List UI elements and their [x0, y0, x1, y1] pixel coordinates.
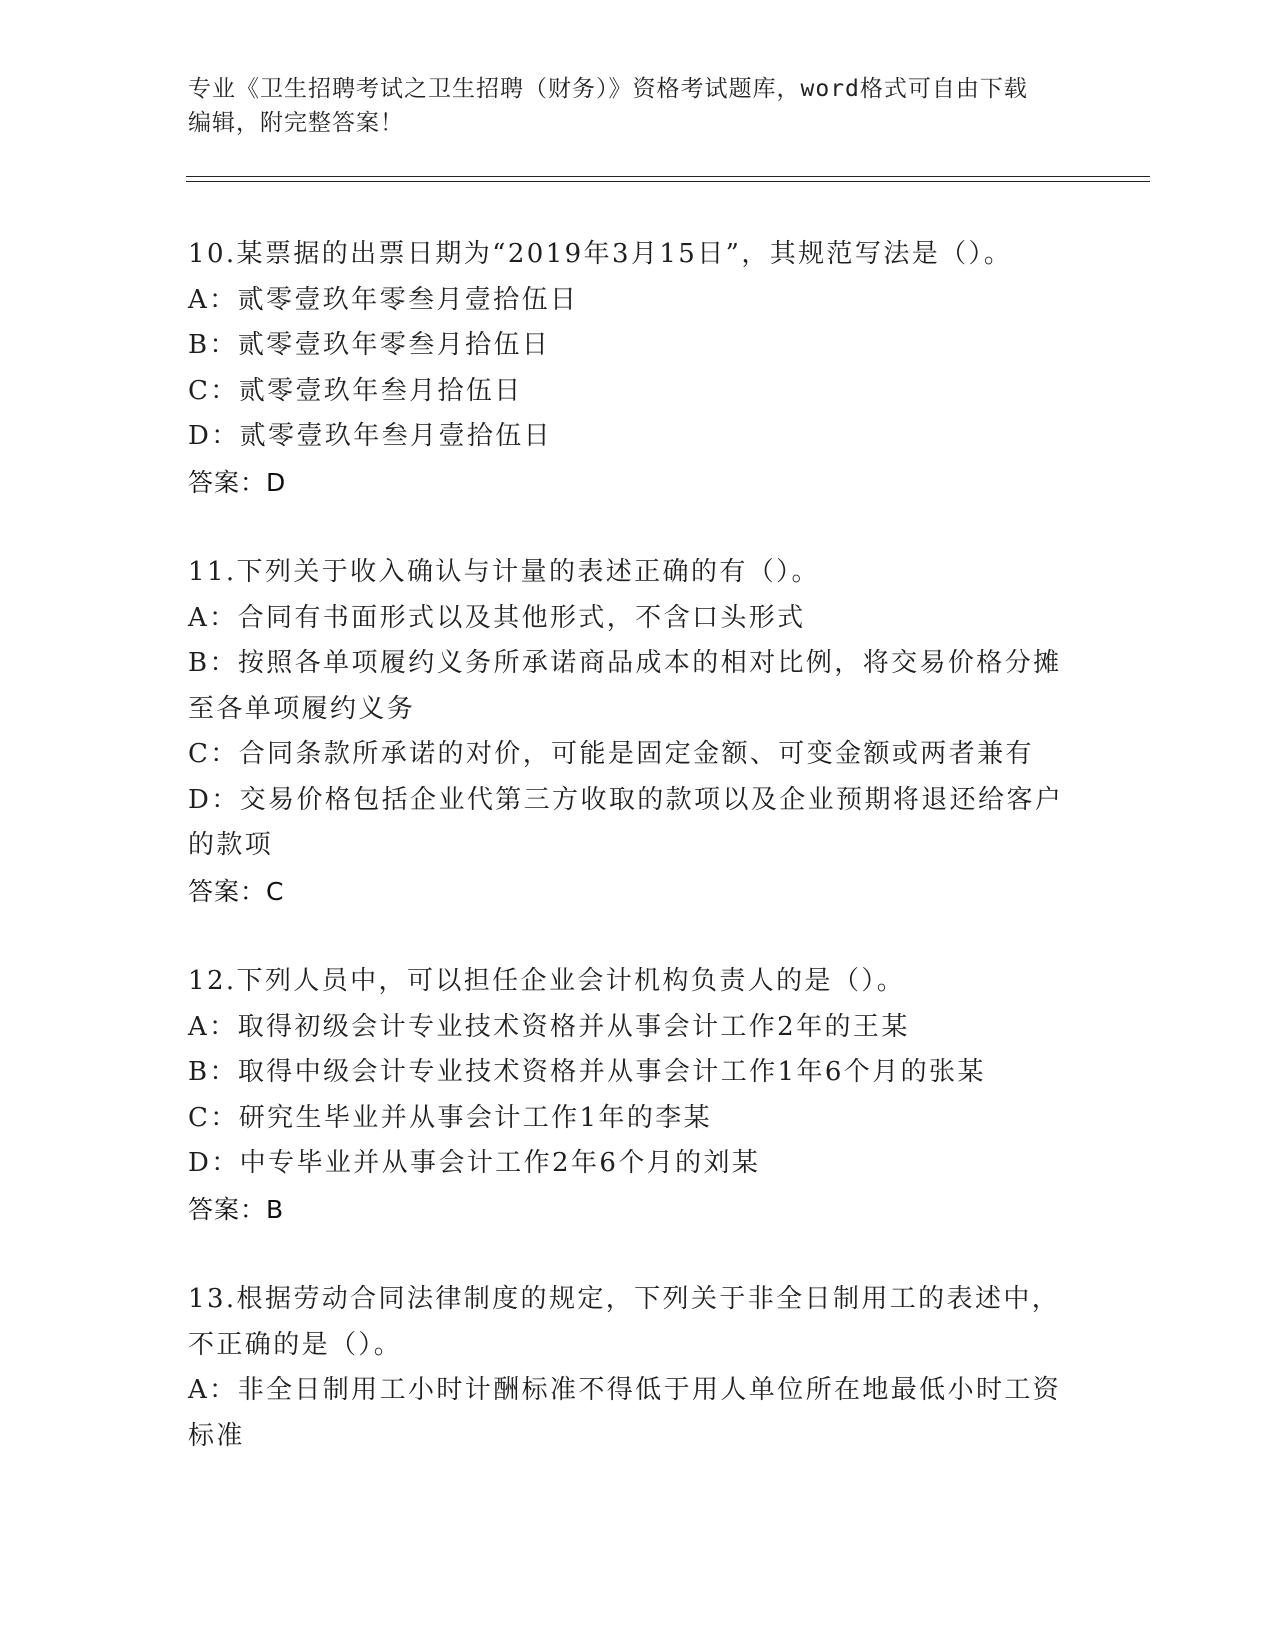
- answer-label: 答案：D: [188, 467, 287, 497]
- question-stem: 11.下列关于收入确认与计量的表述正确的有（）。: [188, 557, 820, 587]
- option-a: A：非全日制用工小时计酬标准不得低于用人单位所在地最低小时工资: [188, 1375, 1062, 1405]
- question-spacer: [188, 1232, 1088, 1277]
- option-b: B：取得中级会计专业技术资格并从事会计工作1年6个月的张某: [188, 1057, 986, 1087]
- option-c: C：贰零壹玖年叁月拾伍日: [188, 375, 523, 406]
- option-d: D：中专毕业并从事会计工作2年6个月的刘某: [188, 1148, 761, 1178]
- option-c: C：研究生毕业并从事会计工作1年的李某: [188, 1102, 713, 1133]
- option-a: A：贰零壹玖年零叁月壹拾伍日: [188, 284, 579, 315]
- header-divider-top: [186, 176, 1150, 177]
- question-13: [188, 1277, 1088, 1459]
- option-d: D：贰零壹玖年叁月壹拾伍日: [188, 421, 553, 451]
- question-10: [188, 232, 1088, 505]
- question-11: [188, 550, 1088, 914]
- option-b-continued: 至各单项履约义务: [188, 693, 416, 724]
- option-a-continued: 标准: [188, 1420, 245, 1451]
- option-a: A：合同有书面形式以及其他形式，不含口头形式: [188, 602, 806, 633]
- document-header: [188, 72, 1088, 140]
- header-line-1: 专业《卫生招聘考试之卫生招聘（财务）》资格考试题库，word格式可自由下载: [188, 76, 1028, 102]
- header-line-2: 编辑，附完整答案！: [188, 110, 404, 136]
- option-c: C：合同条款所承诺的对价，可能是固定金额、可变金额或两者兼有: [188, 739, 1034, 769]
- question-list: [188, 232, 1088, 1459]
- option-d-continued: 的款项: [188, 830, 274, 860]
- option-b: B：按照各单项履约义务所承诺商品成本的相对比例，将交易价格分摊: [188, 648, 1062, 678]
- option-b: B：贰零壹玖年零叁月拾伍日: [188, 330, 551, 360]
- question-spacer: [188, 505, 1088, 550]
- question-stem: 13.根据劳动合同法律制度的规定，下列关于非全日制用工的表述中，: [188, 1284, 1061, 1314]
- option-a: A：取得初级会计专业技术资格并从事会计工作2年的王某: [188, 1011, 910, 1042]
- question-stem: 12.下列人员中，可以担任企业会计机构负责人的是（）。: [188, 966, 906, 996]
- question-stem: 10.某票据的出票日期为“2019年3月15日”，其规范写法是（）。: [188, 239, 1013, 269]
- option-d: D：交易价格包括企业代第三方收取的款项以及企业预期将退还给客户: [188, 784, 1064, 815]
- question-stem-continued: 不正确的是（）。: [188, 1329, 403, 1360]
- question-spacer: [188, 914, 1088, 959]
- question-12: [188, 959, 1088, 1232]
- answer-label: 答案：C: [188, 876, 285, 906]
- header-divider-bottom: [186, 181, 1150, 182]
- answer-label: 答案：B: [188, 1194, 285, 1224]
